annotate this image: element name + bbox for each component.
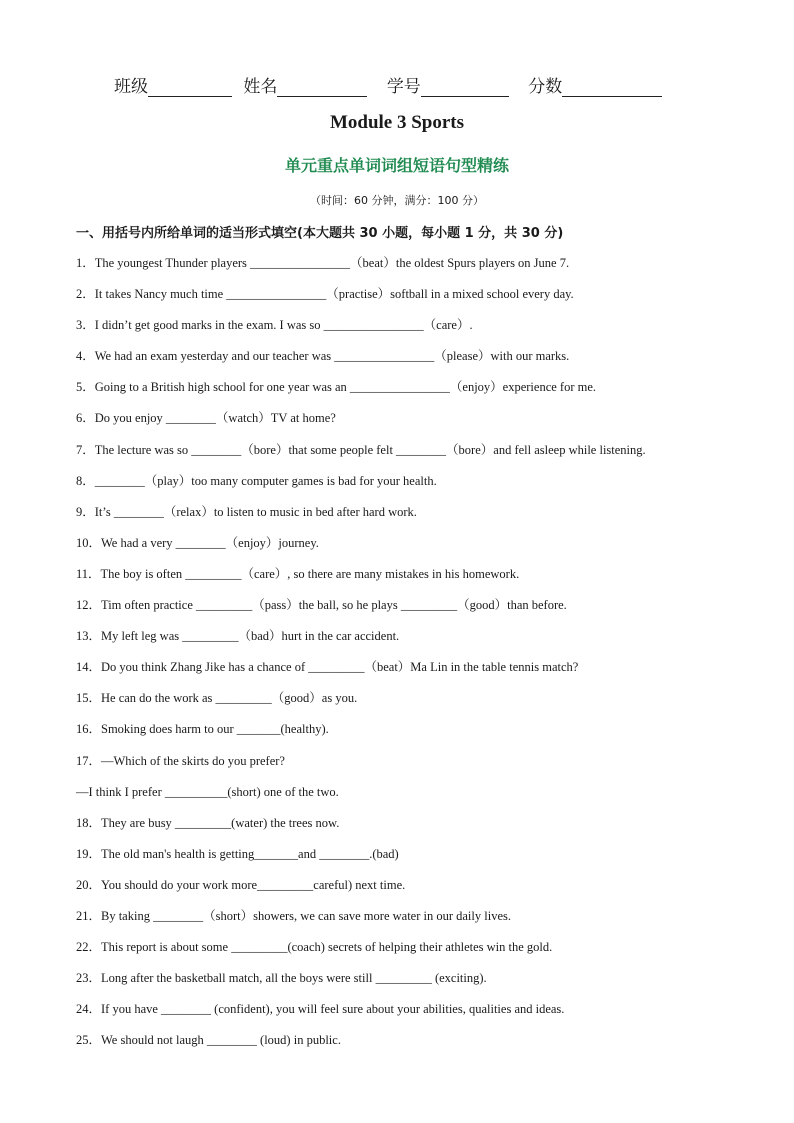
question-item: 18．They are busy _________(water) the trees now. <box>76 815 340 830</box>
question-item: 1．The youngest Thunder players ________________（beat）the oldest Spurs players on June 7. <box>76 256 570 270</box>
question-item: 8．________（play）too many computer games is bad for your health. <box>76 473 437 488</box>
question-item: 6．Do you enjoy ________（watch）TV at home? <box>76 411 336 426</box>
question-item: 20．You should do your work more_________careful) next time. <box>76 877 406 892</box>
question-item: 3．I didn’t get good marks in the exam. I was so ________________（care）. <box>76 318 473 333</box>
question-item: 19．The old man's health is getting_______and ________.(bad) <box>76 846 399 861</box>
question-item: 14．Do you think Zhang Jike has a chance of _________（beat）Ma Lin in the table tennis match? <box>76 660 579 675</box>
score-blank[interactable] <box>562 77 662 97</box>
class-label: 班级 <box>114 77 148 97</box>
question-item: 11．The boy is often _________（care）, so there are many mistakes in his homework. <box>76 566 520 581</box>
student-id-blank[interactable] <box>421 77 509 97</box>
question-item: 10．We had a very ________（enjoy）journey. <box>76 535 319 550</box>
page-subtitle: 单元重点单词词组短语句型精练 <box>284 156 509 175</box>
question-item: 24．If you have ________ (confident), you will feel sure about your abilities, qualities and ideas. <box>76 1002 565 1017</box>
question-item: 17．—Which of the skirts do you prefer? <box>76 753 285 768</box>
score-label: 分数 <box>528 77 563 97</box>
question-item: 23．Long after the basketball match, all the boys were still _________ (exciting). <box>76 971 487 986</box>
question-item: 15．He can do the work as _________（good）as you. <box>76 691 358 706</box>
question-item: 9．It’s ________（relax）to listen to music in bed after hard work. <box>76 504 417 519</box>
student-info-header <box>114 72 668 97</box>
question-item: 4．We had an exam yesterday and our teacher was ________________（please）with our marks. <box>76 349 570 364</box>
question-item: 13．My left leg was _________（bad）hurt in the car accident. <box>76 629 400 644</box>
question-item: 5．Going to a British high school for one year was an ________________（enjoy）experience for me. <box>76 380 597 395</box>
question-item: 22．This report is about some _________(coach) secrets of helping their athletes win the gold. <box>76 940 553 955</box>
name-label: 姓名 <box>243 77 278 97</box>
question-list <box>76 253 736 1061</box>
question-item: 12．Tim often practice _________（pass）the ball, so he plays _________（good）than before. <box>76 598 567 613</box>
question-item: 7．The lecture was so ________（bore）that some people felt ________（bore）and fell asleep while listening. <box>76 442 646 457</box>
student-id-label: 学号 <box>386 77 421 97</box>
question-item: 2．It takes Nancy much time ________________（practise）softball in a mixed school every day. <box>76 287 574 302</box>
page-title: Module 3 Sports <box>329 112 465 133</box>
name-blank[interactable] <box>277 77 367 97</box>
question-item: —I think I prefer __________(short) one of the two. <box>76 784 339 799</box>
question-item: 16．Smoking does harm to our _______(healthy). <box>76 722 329 737</box>
exam-meta: （时间：60 分钟，满分：100 分） <box>310 194 484 207</box>
class-blank[interactable] <box>148 77 232 97</box>
question-item: 21．By taking ________（short）showers, we can save more water in our daily lives. <box>76 908 511 923</box>
section-title: 一、用括号内所给单词的适当形式填空(本大题共 30 小题，每小题 1 分，共 30 分) <box>76 226 564 241</box>
question-item: 25．We should not laugh ________ (loud) in public. <box>76 1033 341 1048</box>
